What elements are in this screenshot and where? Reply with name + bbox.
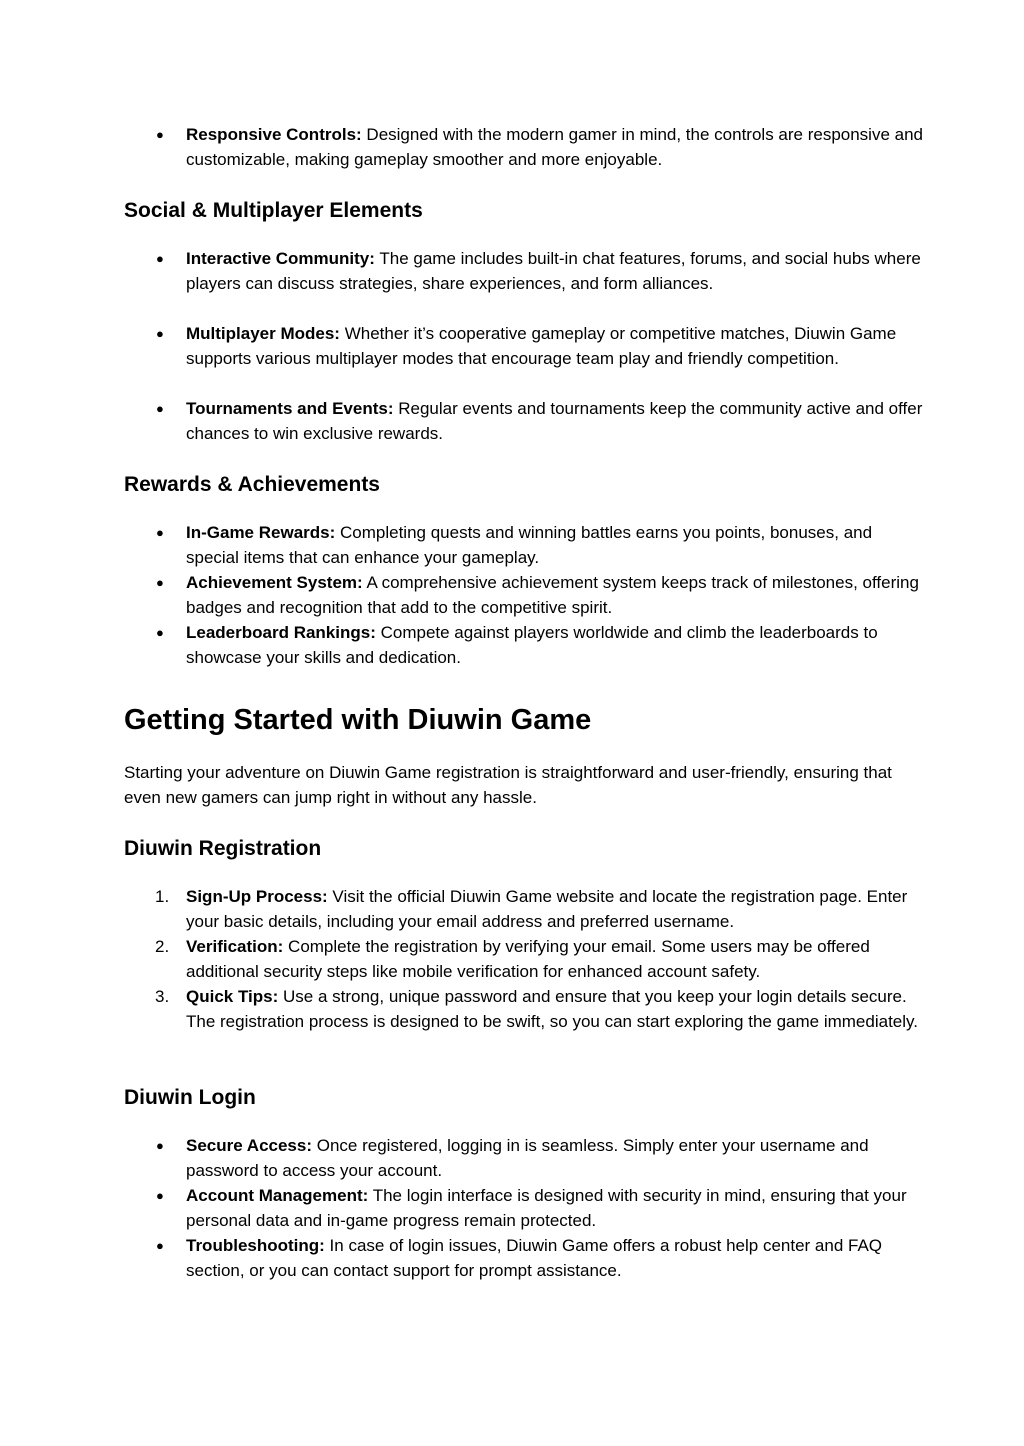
bullet: ● xyxy=(156,1188,164,1203)
list-item-verification xyxy=(155,934,926,984)
list-item-achievement-system xyxy=(156,570,926,620)
item-label: Multiplayer Modes: xyxy=(186,324,340,343)
list-item-tournaments-events xyxy=(156,396,926,446)
item-text: Compete against players worldwide and climb the leaderboards to showcase your skills and dedication. xyxy=(186,623,878,667)
item-label: Sign-Up Process: xyxy=(186,887,328,906)
item-label: Account Management: xyxy=(186,1186,369,1205)
list-item-in-game-rewards xyxy=(156,520,926,570)
list-item-leaderboard-rankings xyxy=(156,620,926,670)
bullet: ● xyxy=(156,1138,164,1153)
item-label: Leaderboard Rankings: xyxy=(186,623,376,642)
item-text: Whether it’s cooperative gameplay or competitive matches, Diuwin Game supports various multiplayer modes that encourage team play and friendly competition. xyxy=(186,324,897,368)
bullet: ● xyxy=(156,127,164,142)
item-label: Secure Access: xyxy=(186,1136,313,1155)
heading-rewards-achievements: Rewards & Achievements xyxy=(124,473,380,496)
item-text: The login interface is designed with security in mind, ensuring that your personal data and in-game progress remain protected. xyxy=(186,1186,907,1230)
item-text: Visit the official Diuwin Game website and locate the registration page. Enter your basic details, including your email address and preferred username. xyxy=(186,887,908,931)
heading-login: Diuwin Login xyxy=(124,1086,256,1109)
item-label: Interactive Community: xyxy=(186,249,375,268)
list-number: 1. xyxy=(155,887,170,906)
list-number: 3. xyxy=(155,987,170,1006)
item-label: In-Game Rewards: xyxy=(186,523,336,542)
item-label: Tournaments and Events: xyxy=(186,399,394,418)
list-item-secure-access xyxy=(156,1133,926,1183)
item-text: The game includes built-in chat features, forums, and social hubs where players can discuss strategies, share experiences, and form alliances. xyxy=(186,249,921,293)
item-text: A comprehensive achievement system keeps track of milestones, offering badges and recognition that add to the competitive spirit. xyxy=(186,573,919,617)
list-item-account-management xyxy=(156,1183,926,1233)
bullet: ● xyxy=(156,326,164,341)
bullet: ● xyxy=(156,251,164,266)
item-label: Troubleshooting: xyxy=(186,1236,325,1255)
bullet: ● xyxy=(156,575,164,590)
list-item-interactive-community xyxy=(156,246,926,296)
bullet: ● xyxy=(156,401,164,416)
item-text: In case of login issues, Diuwin Game offers a robust help center and FAQ section, or you can contact support for prompt assistance. xyxy=(186,1236,883,1280)
item-text: Completing quests and winning battles earns you points, bonuses, and special items that can enhance your gameplay. xyxy=(186,523,873,567)
heading-getting-started: Getting Started with Diuwin Game xyxy=(124,704,592,736)
item-text: Complete the registration by verifying your email. Some users may be offered additional security steps like mobile verification for enhanced account safety. xyxy=(186,937,870,981)
bullet: ● xyxy=(156,625,164,640)
list-item-multiplayer-modes xyxy=(156,321,926,371)
intro-paragraph: Starting your adventure on Diuwin Game registration is straightforward and user-friendly, ensuring that even new gamers can jump right in without any hassle. xyxy=(124,763,892,807)
item-label: Quick Tips: xyxy=(186,987,279,1006)
heading-social-multiplayer: Social & Multiplayer Elements xyxy=(124,199,423,222)
item-label: Responsive Controls: xyxy=(186,125,362,144)
item-text: Designed with the modern gamer in mind, the controls are responsive and customizable, making gameplay smoother and more enjoyable. xyxy=(186,125,924,169)
bullet: ● xyxy=(156,525,164,540)
heading-registration: Diuwin Registration xyxy=(124,837,322,860)
item-label: Achievement System: xyxy=(186,573,363,592)
bullet: ● xyxy=(156,1238,164,1253)
list-item-troubleshooting xyxy=(156,1233,926,1283)
list-item-responsive-controls xyxy=(156,122,926,172)
list-item-quick-tips xyxy=(155,984,926,1034)
item-text: Once registered, logging in is seamless. Simply enter your username and password to access your account. xyxy=(186,1136,869,1180)
item-text: Regular events and tournaments keep the community active and offer chances to win exclusive rewards. xyxy=(186,399,923,443)
list-number: 2. xyxy=(155,937,170,956)
list-item-sign-up-process xyxy=(155,884,926,934)
item-label: Verification: xyxy=(186,937,284,956)
item-text: Use a strong, unique password and ensure that you keep your login details secure. The registration process is designed to be swift, so you can start exploring the game immediately. xyxy=(186,987,918,1031)
